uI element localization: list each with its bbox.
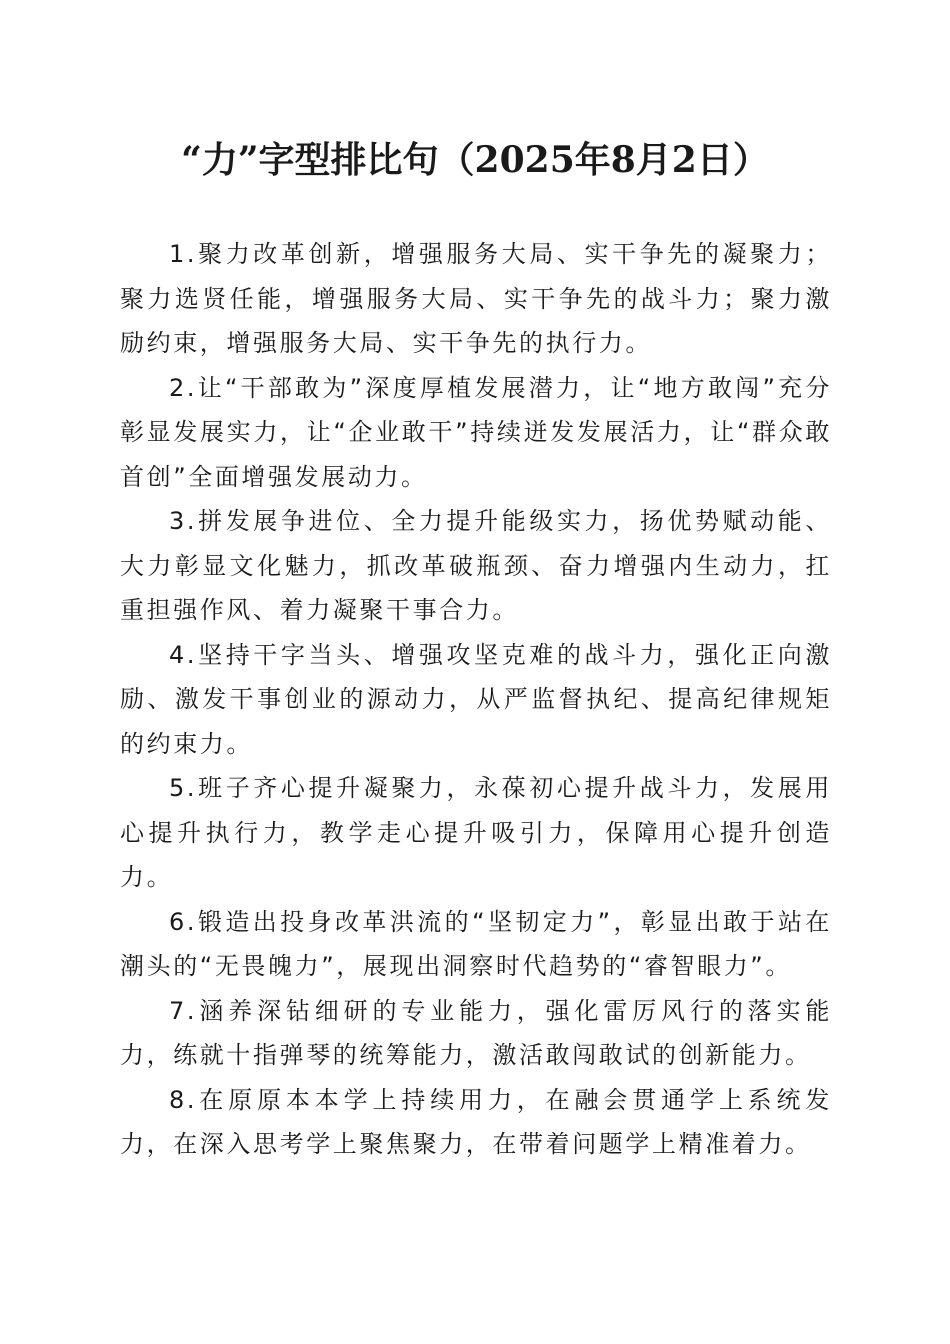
document-title: “力”字型排比句（2025年8月2日） (181, 139, 769, 181)
paragraph-4: 4.坚持干字当头、增强攻坚克难的战斗力，强化正向激励、激发干事创业的源动力，从严监督执纪、提高纪律规矩的约束力。 (120, 640, 832, 758)
paragraph-8: 8.在原原本本学上持续用力，在融会贯通学上系统发力，在深入思考学上聚焦聚力，在带着问题学上精准着力。 (120, 1085, 832, 1158)
paragraph-7: 7.涵养深钻细研的专业能力，强化雷厉风行的落实能力，练就十指弹琴的统筹能力，激活敢闯敢试的创新能力。 (120, 996, 832, 1069)
paragraph-2: 2.让“干部敢为”深度厚植发展潜力，让“地方敢闯”充分彰显发展实力，让“企业敢干”持续迸发发展活力，让“群众敢首创”全面增强发展动力。 (120, 373, 832, 491)
paragraph-1: 1.聚力改革创新，增强服务大局、实干争先的凝聚力；聚力选贤任能，增强服务大局、实干争先的战斗力；聚力激励约束，增强服务大局、实干争先的执行力。 (120, 240, 832, 357)
paragraph-6: 6.锻造出投身改革洪流的“坚韧定力”，彰显出敢于站在潮头的“无畏魄力”，展现出洞察时代趋势的“睿智眼力”。 (120, 907, 832, 980)
paragraph-3: 3.拼发展争进位、全力提升能级实力，扬优势赋动能、大力彰显文化魅力，抓改革破瓶颈、奋力增强内生动力，扛重担强作风、着力凝聚干事合力。 (120, 507, 832, 624)
paragraph-5: 5.班子齐心提升凝聚力，永葆初心提升战斗力，发展用心提升执行力，教学走心提升吸引力，保障用心提升创造力。 (120, 774, 832, 891)
document-body (120, 232, 832, 1167)
